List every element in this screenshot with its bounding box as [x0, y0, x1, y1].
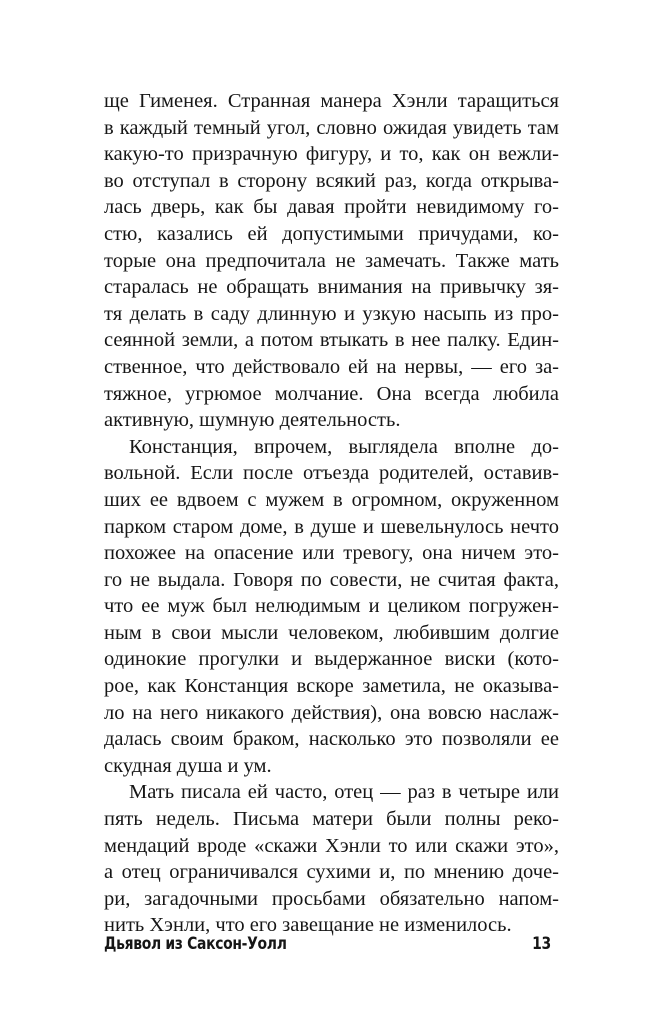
text-line: лась дверь, как бы давая пройти невидимому го-	[104, 196, 559, 219]
text-line: похожее на опасение или тревогу, она ничем это-	[104, 542, 559, 565]
running-title: Дьявол из Саксон-Уолл	[104, 934, 287, 954]
text-line: одинокие прогулки и выдержанное виски (кото-	[104, 648, 559, 671]
page-footer	[104, 934, 551, 954]
paragraph-2	[104, 434, 559, 780]
text-line: ственное, что действовало ей на нервы, — его за-	[104, 355, 559, 378]
text-line: парком старом доме, в душе и шевельнулось нечто	[104, 515, 559, 538]
page-number: 13	[532, 934, 551, 954]
paragraph-1	[104, 88, 559, 434]
text-line: во отступал в сторону всякий раз, когда открыва-	[104, 169, 559, 192]
text-line: сеянной земли, а потом втыкать в нее палку. Един-	[104, 329, 559, 352]
text-line: рое, как Констанция вскоре заметила, не оказыва-	[104, 675, 559, 698]
text-line: Констанция, впрочем, выглядела вполне до-	[129, 435, 559, 458]
text-line: ным в свои мысли человеком, любившим долгие	[104, 621, 559, 644]
page-body-text	[104, 88, 559, 939]
text-line: активную, шумную деятельность.	[104, 409, 401, 432]
text-line: ших ее вдвоем с мужем в огромном, окруженном	[104, 488, 559, 511]
text-line: в каждый темный угол, словно ожидая увидеть там	[104, 116, 559, 139]
text-line: пять недель. Письма матери были полны реко-	[104, 808, 559, 831]
text-line: ще Гименея. Странная манера Хэнли таращиться	[104, 90, 559, 112]
text-line: стю, казались ей допустимыми причудами, ко-	[104, 222, 559, 245]
paragraph-3	[104, 779, 559, 939]
text-line: го не выдала. Говоря по совести, не считая факта,	[104, 568, 559, 591]
text-line: тя делать в саду длинную и узкую насыпь из про-	[104, 302, 559, 325]
text-line: вольной. Если после отъезда родителей, оставив-	[104, 462, 559, 485]
text-line: далась своим браком, насколько это позволяли ее	[104, 728, 559, 751]
text-line: какую-то призрачную фигуру, и то, как он вежли-	[104, 143, 559, 166]
text-line: мендаций вроде «скажи Хэнли то или скажи это»,	[104, 834, 559, 857]
text-line: ри, загадочными просьбами обязательно напом-	[104, 887, 559, 910]
text-line: Мать писала ей часто, отец — раз в четыре или	[129, 781, 559, 804]
text-line: скудная душа и ум.	[104, 754, 272, 777]
text-line: ло на него никакого действия), она вовсю наслаж-	[104, 701, 559, 724]
text-line: а отец ограничивался сухими и, по мнению доче-	[104, 861, 559, 884]
text-line: нить Хэнли, что его завещание не изменилось.	[104, 914, 512, 937]
text-line: старалась не обращать внимания на привычку зя-	[104, 276, 559, 299]
text-line: что ее муж был нелюдимым и целиком погружен-	[104, 595, 559, 618]
text-line: тяжное, угрюмое молчание. Она всегда любила	[104, 382, 559, 405]
text-line: торые она предпочитала не замечать. Также мать	[104, 249, 559, 272]
